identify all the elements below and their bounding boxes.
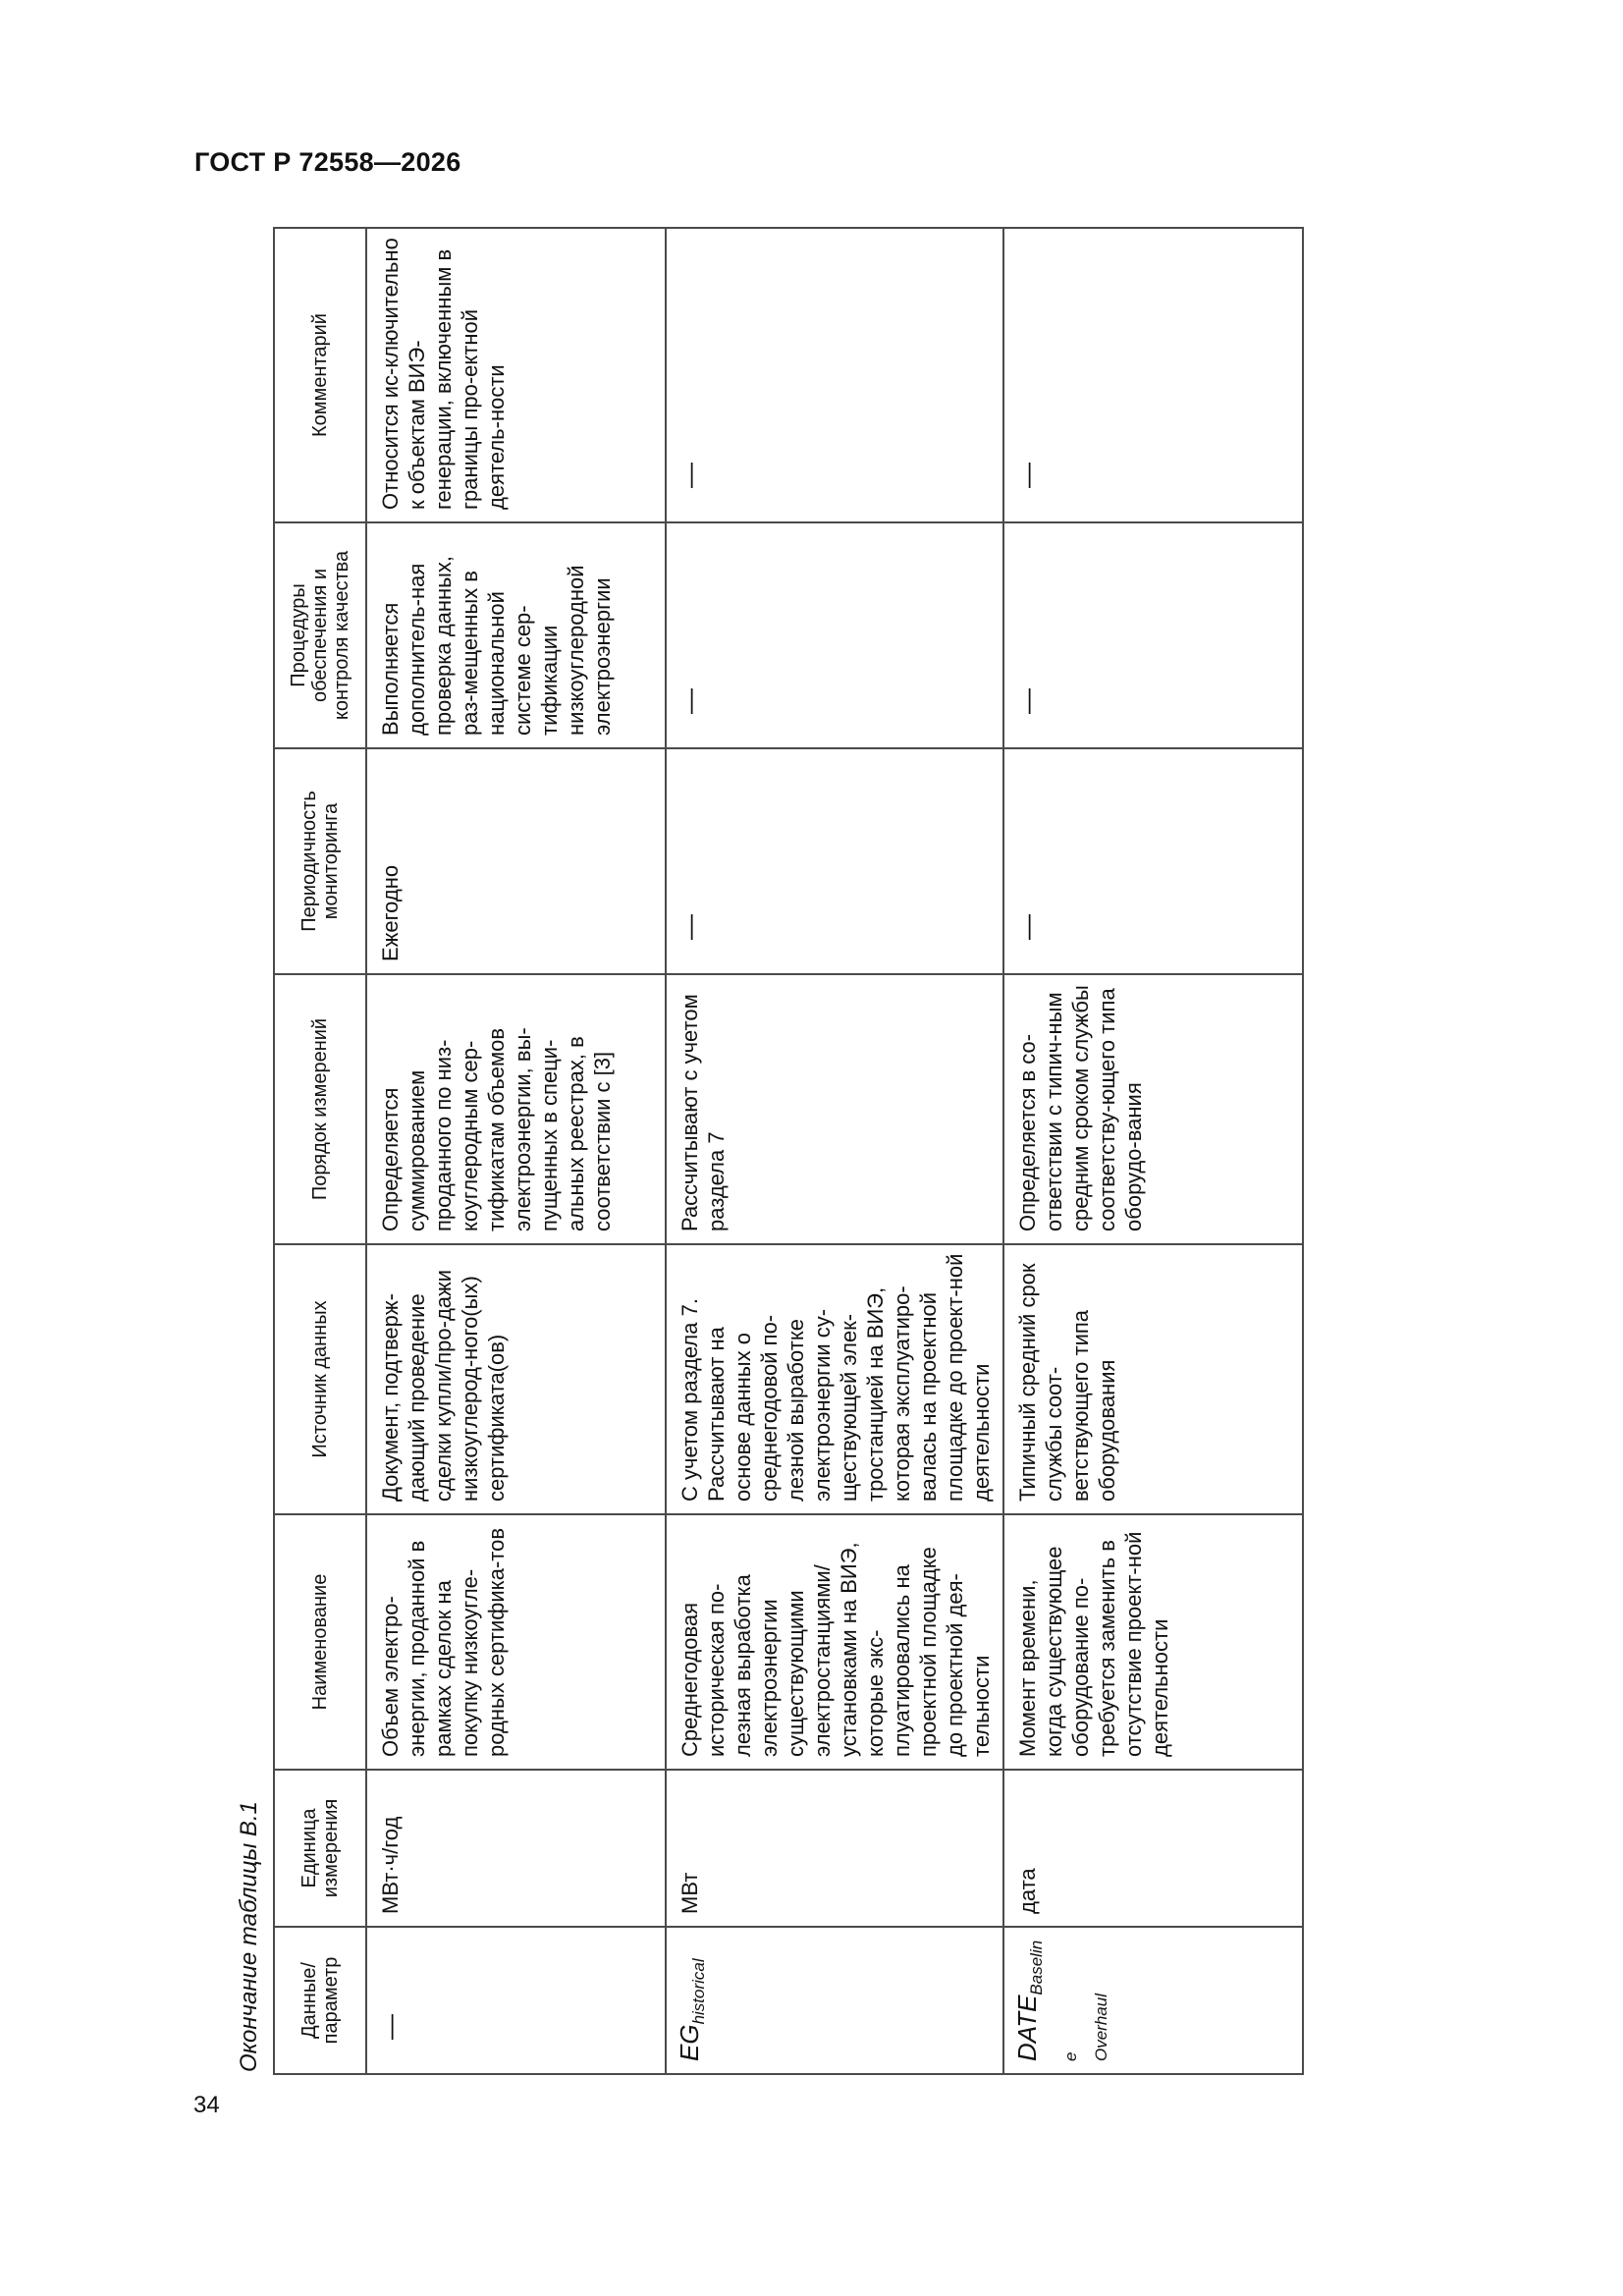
- cell-qa: Выполняется дополнитель-ная проверка данных, раз-мещенных в национальной системе сер-тификации низкоуглеродной электроэнергии: [366, 522, 666, 748]
- cell-name: Среднегодовая историческая по-лезная выработка электроэнергии существующими электростанциями/ установками на ВИЭ, которые экс-плуатировались на проектной площадке до проектной дея-тельности: [666, 1514, 1003, 1770]
- column-header: Источник данных: [274, 1244, 366, 1514]
- frequency-dash: —: [1012, 914, 1042, 940]
- cell-frequency: [666, 748, 1003, 974]
- cell-qa: [1003, 522, 1303, 748]
- column-header: Единица измерения: [274, 1770, 366, 1927]
- cell-procedure: Определяется в со-ответствии с типич-ным средним сроком службы соответству-ющего типа оборудо-вания: [1003, 974, 1303, 1244]
- column-header: Порядок измерений: [274, 974, 366, 1244]
- column-header: Данные/ параметр: [274, 1927, 366, 2074]
- column-header: Комментарий: [274, 228, 366, 522]
- param-symbol: DATE: [1012, 1995, 1042, 2061]
- cell-procedure: Определяется суммированием проданного по низ-коуглеродным сер-тификатам объемов электроэнергии, вы-пущенных в специ-альных реестрах, в соответствии с [3]: [366, 974, 666, 1244]
- cell-source: Документ, подтверж-дающий проведение сделки купли/про-дажи низкоуглерод-ного(ых) сертификата(ов): [366, 1244, 666, 1514]
- cell-param: [366, 1927, 666, 2074]
- cell-source: С учетом раздела 7. Рассчитывают на основе данных о среднегодовой по-лезной выработке электроэнергии су-ществующей элек-тростанцией на ВИЭ, которая эксплуатиро-валась на проектной площадке до проект-ной деятельности: [666, 1244, 1003, 1514]
- page-number: 34: [193, 2092, 220, 2118]
- cell-unit: МВт: [666, 1770, 1003, 1927]
- param-dash: —: [375, 2014, 405, 2040]
- column-header: Наименование: [274, 1514, 366, 1770]
- param-symbol: EG: [675, 2024, 704, 2061]
- cell-comment: Относится ис-ключительно к объектам ВИЭ-генерации, включенным в границы про-ектной деятель-ности: [366, 228, 666, 522]
- cell-procedure: Рассчитывают с учетом раздела 7: [666, 974, 1003, 1244]
- cell-param: [666, 1927, 1003, 2074]
- cell-frequency: Ежегодно: [366, 748, 666, 974]
- param-subscript: Baseline: [1027, 1940, 1080, 2061]
- comment-dash: —: [1012, 463, 1042, 488]
- param-subscript-2: Overhaul: [1092, 1994, 1110, 2061]
- table-row: [666, 228, 1003, 2074]
- cell-comment: [1003, 228, 1303, 522]
- cell-frequency: [1003, 748, 1303, 974]
- rotated-table-area: [228, 229, 1224, 2075]
- table-row: [366, 228, 666, 2074]
- qa-dash: —: [1012, 688, 1042, 714]
- cell-name: Объем электро-энергии, проданной в рамках сделок на покупку низкоугле-родных сертифика-тов: [366, 1514, 666, 1770]
- cell-name: Момент времени, когда существующее оборудование по-требуется заменить в отсутствие проект-ной деятельности: [1003, 1514, 1303, 1770]
- table-row: [1003, 228, 1303, 2074]
- qa-dash: —: [675, 688, 704, 714]
- data-table: [273, 227, 1304, 2075]
- table-header-row: [274, 228, 366, 2074]
- cell-unit: дата: [1003, 1770, 1303, 1927]
- cell-comment: [666, 228, 1003, 522]
- table-caption: Окончание таблицы В.1: [236, 1801, 262, 2072]
- cell-unit: МВт·ч/год: [366, 1770, 666, 1927]
- document-code: ГОСТ Р 72558—2026: [194, 147, 461, 177]
- cell-source: Типичный средний срок службы соот-ветствующего типа оборудования: [1003, 1244, 1303, 1514]
- comment-dash: —: [675, 463, 704, 488]
- column-header: Периодичность мониторинга: [274, 748, 366, 974]
- frequency-dash: —: [675, 914, 704, 940]
- column-header: Процедуры обеспечения и контроля качества: [274, 522, 366, 748]
- cell-param: [1003, 1927, 1303, 2074]
- param-subscript: historical: [689, 1958, 708, 2025]
- cell-qa: [666, 522, 1003, 748]
